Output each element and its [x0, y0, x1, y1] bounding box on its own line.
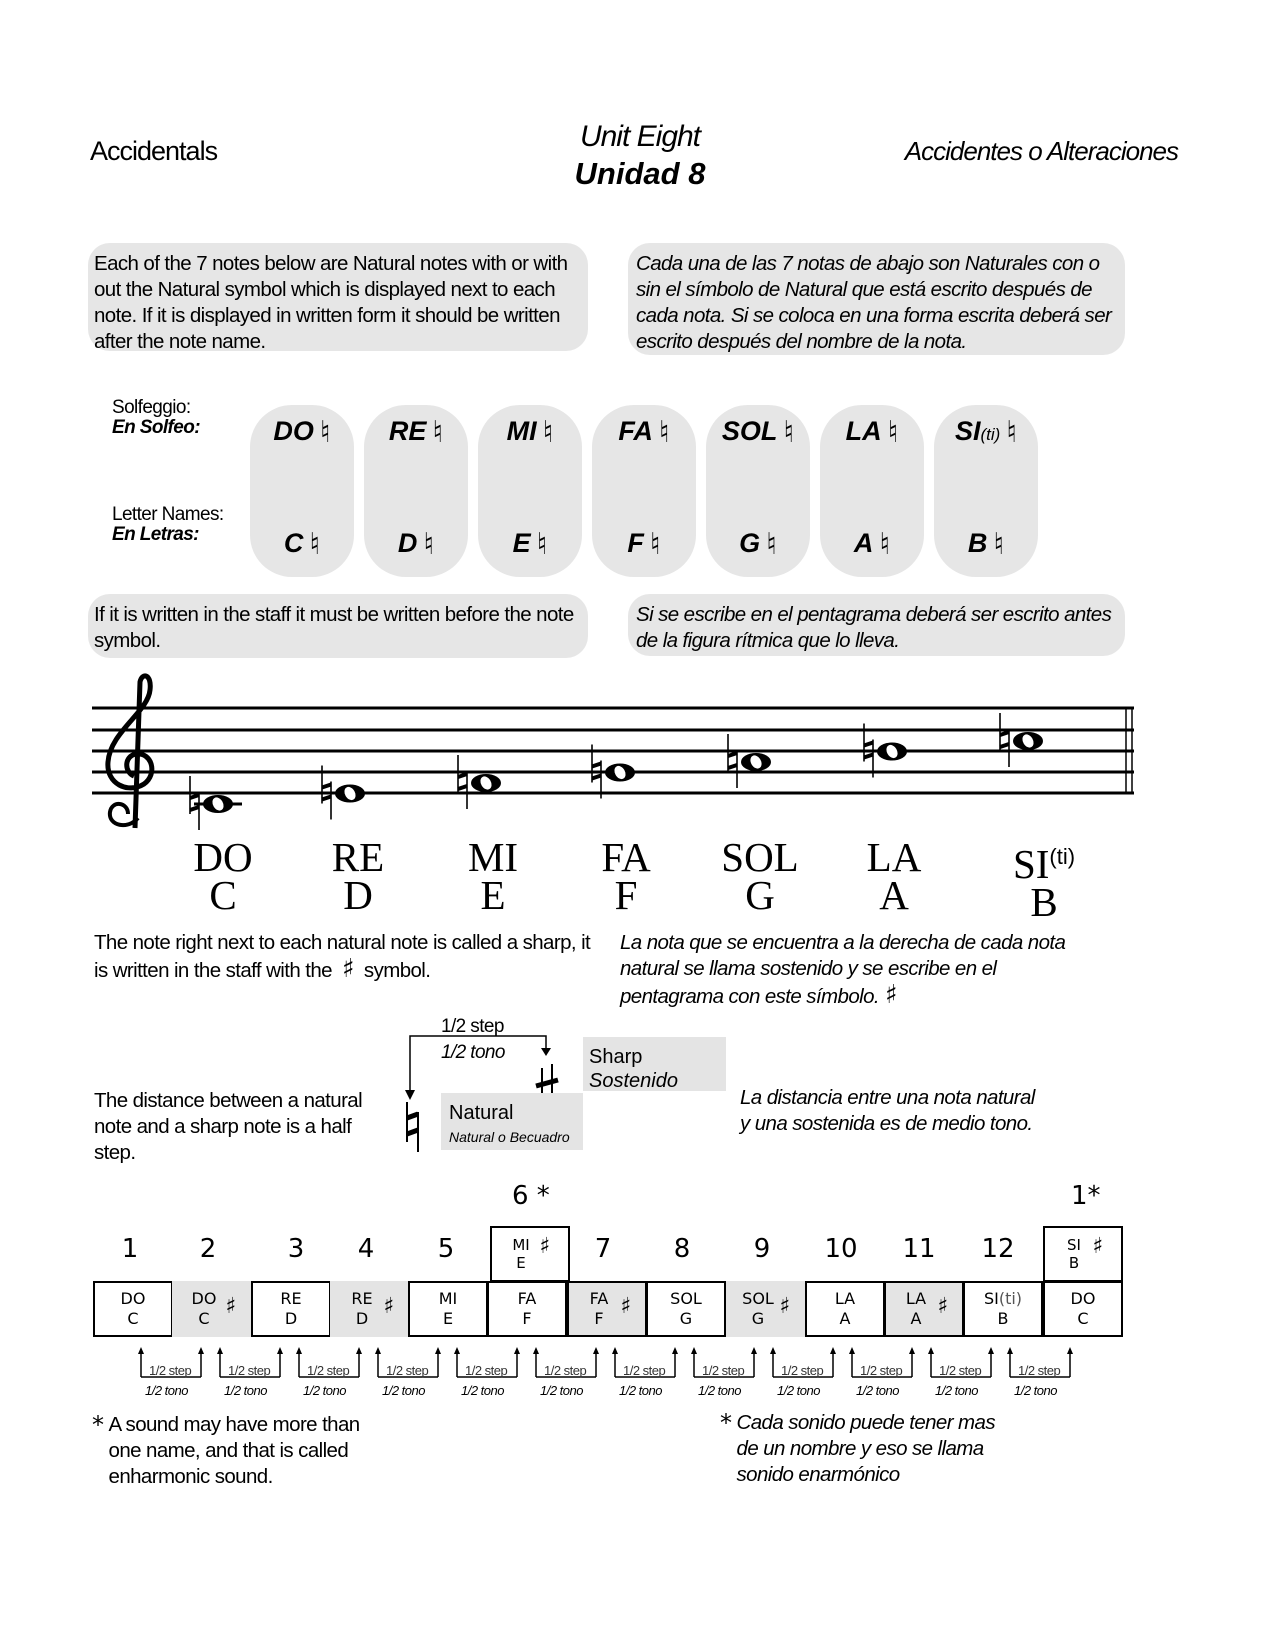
staff-label-solfege: [423, 834, 563, 880]
half-tono-text: 1/2 tono: [461, 1383, 504, 1398]
half-step-bracket: [611, 1347, 681, 1407]
sharp-icon: ♯: [884, 980, 897, 1010]
header-center: [490, 120, 790, 192]
staff-label-solfege: [153, 834, 293, 880]
scale-number: 9: [753, 1234, 771, 1264]
scale-number: 8: [673, 1234, 691, 1264]
chromatic-cell: [567, 1281, 647, 1337]
staff-label-solfege: [974, 838, 1114, 887]
cell-solfege: [253, 1289, 329, 1309]
cell-solfege: [886, 1289, 962, 1309]
sharp-explanation-es: [620, 930, 1100, 1010]
scale-number: 2: [199, 1234, 217, 1264]
pill-solfege: [592, 415, 696, 450]
pill-letter: [364, 527, 468, 562]
half-step-text: 1/2 step: [465, 1363, 508, 1378]
natural-icon: ♮: [649, 527, 661, 562]
cell-solfege: [965, 1289, 1041, 1309]
solfege: SOL: [670, 1289, 702, 1308]
header-right-title: Accidentes o Alteraciones: [904, 136, 1178, 166]
solfege: SOL: [721, 834, 799, 880]
natural-label-box: [441, 1093, 583, 1150]
natural-icon: ♮: [1006, 415, 1018, 450]
footnote-english-text: A sound may have more than one name, and that is called enharmonic sound.: [108, 1413, 360, 1488]
solfege: MI: [438, 1289, 458, 1308]
chromatic-cell: [172, 1281, 252, 1337]
pill-solfege: [250, 415, 354, 450]
half-tono-text: 1/2 tono: [698, 1383, 741, 1398]
staff-label-letter: D: [343, 872, 373, 918]
staff-label-letter: C: [209, 872, 237, 918]
cell-solfege: [1045, 1289, 1121, 1309]
solfege: DO: [1070, 1289, 1096, 1308]
staff-label: [556, 834, 696, 918]
enharmonic-letter: E: [516, 1254, 526, 1272]
half-step-bracket: [690, 1347, 760, 1407]
solfege: RE: [351, 1289, 373, 1308]
staff-label-solfege: [690, 834, 830, 880]
natural-icon: [458, 755, 467, 809]
letter-name: C: [283, 528, 304, 558]
solfeggio-label-es: En Solfeo:: [112, 417, 200, 438]
enharmonic-box: [1043, 1226, 1123, 1282]
chromatic-cell: [646, 1281, 726, 1337]
letter-name: E: [512, 528, 531, 558]
header-left-title: Accidentals: [90, 136, 218, 166]
half-step-text: 1/2 step: [702, 1363, 745, 1378]
note-pill: [706, 405, 810, 577]
solfege: SI: [983, 1289, 999, 1308]
cell-solfege: [648, 1289, 724, 1309]
solfege-suffix: (ti): [998, 1289, 1023, 1308]
half-tono-text: 1/2 tono: [935, 1383, 978, 1398]
sharp-label-box: [583, 1037, 726, 1091]
distance-explanation-es: La distancia entre una nota natural y una sostenida es de medio tono.: [740, 1086, 1035, 1135]
natural-icon: ♮: [309, 527, 321, 562]
scale-number-enharmonic: 1*: [1071, 1181, 1101, 1211]
half-tono-label: 1/2 tono: [441, 1042, 505, 1063]
natural-icon: ♮: [766, 527, 777, 562]
half-step-text: 1/2 step: [149, 1363, 192, 1378]
solfeggio-label: [112, 398, 200, 438]
solfege: DO: [193, 834, 253, 880]
natural-icon: ♮: [658, 415, 670, 450]
sharp-explanation-es-text: La nota que se encuentra a la derecha de cada nota natural se llama sostenido y se escribe en el pentagrama con este símbolo.: [620, 931, 1066, 1008]
solfege: DO: [120, 1289, 146, 1308]
sharp-icon: ♯: [383, 1294, 394, 1319]
pill-solfege: [706, 415, 810, 450]
enharmonic-solfege: MI: [512, 1236, 530, 1254]
half-tono-text: 1/2 tono: [619, 1383, 662, 1398]
half-step-text: 1/2 step: [307, 1363, 350, 1378]
letter-name: F: [627, 528, 644, 558]
pill-letter: [478, 527, 582, 562]
staff-label-letter: F: [614, 872, 638, 918]
cell-letter: F: [522, 1309, 532, 1328]
staff-label-solfege: [824, 834, 964, 880]
unit-title-es: Unidad 8: [574, 156, 706, 191]
solfege: SOL: [742, 1289, 774, 1308]
cell-solfege: [410, 1289, 486, 1309]
pill-solfege: [364, 415, 468, 450]
scale-number: 3: [287, 1234, 305, 1264]
solfege-name: RE: [388, 416, 427, 446]
solfege: RE: [280, 1289, 302, 1308]
scale-number: 5: [437, 1234, 455, 1264]
letter-names-label: [112, 505, 224, 545]
distance-explanation-en: The distance between a natural note and a sharp note is a half step.: [94, 1089, 363, 1164]
half-step-bracket: [295, 1347, 365, 1407]
solfege: MI: [467, 834, 519, 880]
solfege-name: SOL: [721, 416, 778, 446]
sharp-icon: ♯: [937, 1294, 948, 1319]
note-pill: [364, 405, 468, 577]
cell-letter: G: [751, 1309, 765, 1328]
cell-solfege: [489, 1289, 565, 1309]
arrow-down-icon: [405, 1090, 415, 1100]
pill-letter: [250, 527, 354, 562]
half-step-text: 1/2 step: [939, 1363, 982, 1378]
staff-label-letter: B: [1030, 879, 1058, 925]
half-tono-text: 1/2 tono: [145, 1383, 188, 1398]
half-step-text: 1/2 step: [781, 1363, 824, 1378]
half-step-label: 1/2 step: [441, 1016, 504, 1037]
half-step-text: 1/2 step: [860, 1363, 903, 1378]
note-pill: [820, 405, 924, 577]
staff-label: [974, 838, 1114, 925]
cell-letter: C: [127, 1309, 139, 1328]
cell-letter: G: [679, 1309, 693, 1328]
note-pill: [478, 405, 582, 577]
chromatic-cell: [1043, 1281, 1123, 1337]
scale-number: 4: [357, 1234, 375, 1264]
cell-solfege: [728, 1289, 804, 1309]
unit-title-en: Unit Eight: [579, 120, 701, 153]
cell-letter: C: [1077, 1309, 1089, 1328]
staff-label: [423, 834, 563, 918]
half-step-text: 1/2 step: [386, 1363, 429, 1378]
sharp-icon: ♯: [1092, 1234, 1103, 1259]
chromatic-cell: [93, 1281, 173, 1337]
pill-solfege: [478, 415, 582, 450]
cell-letter: B: [997, 1309, 1009, 1328]
cell-letter: E: [442, 1309, 454, 1328]
solfege: LA: [905, 1289, 927, 1308]
half-tono-text: 1/2 tono: [303, 1383, 346, 1398]
half-tono-text: 1/2 tono: [777, 1383, 820, 1398]
note-pill: [250, 405, 354, 577]
natural-icon: ♮: [423, 527, 435, 562]
note-pill: [592, 405, 696, 577]
solfege: LA: [834, 1289, 856, 1308]
music-staff: [88, 668, 1138, 848]
scale-number: 12: [981, 1234, 1015, 1264]
solfege: RE: [331, 834, 385, 880]
staff-label: [153, 834, 293, 918]
scale-number: 7: [594, 1234, 612, 1264]
sharp-icon: ♯: [620, 1294, 631, 1319]
half-step-text: 1/2 step: [228, 1363, 271, 1378]
half-step-bracket: [453, 1347, 523, 1407]
pill-letter: [934, 527, 1038, 562]
letter-label-es: En Letras:: [112, 524, 199, 545]
half-tono-text: 1/2 tono: [382, 1383, 425, 1398]
staff-note-spanish: Si se escribe en el pentagrama deberá ser escrito antes de la figura rítmica que lo lleva.: [628, 594, 1125, 656]
scale-number-enharmonic: 6 *: [512, 1181, 550, 1211]
solfege: SI: [1012, 841, 1050, 887]
footnote-english: [92, 1412, 392, 1490]
half-step-bracket: [137, 1347, 207, 1407]
half-step-bracket: [216, 1347, 286, 1407]
cell-solfege: [174, 1289, 250, 1309]
half-tono-text: 1/2 tono: [540, 1383, 583, 1398]
chromatic-cell: [251, 1281, 331, 1337]
half-step-bracket: [848, 1347, 918, 1407]
chromatic-cell: [487, 1281, 567, 1337]
cell-solfege: [569, 1289, 645, 1309]
half-step-bracket: [374, 1347, 444, 1407]
natural-icon: ♮: [536, 527, 548, 562]
sharp-label: Sharp: [589, 1046, 643, 1068]
chromatic-cell: [408, 1281, 488, 1337]
staff-label-solfege: [288, 834, 428, 880]
enharmonic-solfege: SI: [1067, 1236, 1081, 1254]
sharp-label-es: Sostenido: [589, 1070, 678, 1092]
natural-icon: ♮: [879, 527, 891, 562]
half-tono-text: 1/2 tono: [224, 1383, 267, 1398]
cell-letter: F: [594, 1309, 604, 1328]
note-pill: [934, 405, 1038, 577]
whole-note: [458, 755, 501, 809]
natural-icon: ♮: [783, 415, 795, 450]
solfege-name: FA: [618, 416, 653, 446]
chromatic-cell: [330, 1281, 410, 1337]
footnote-spanish-text: Cada sonido puede tener mas de un nombre y eso se llama sonido enarmónico: [736, 1411, 995, 1486]
cell-letter: D: [284, 1309, 298, 1328]
half-tono-text: 1/2 tono: [1014, 1383, 1057, 1398]
cell-solfege: [332, 1289, 408, 1309]
solfege: FA: [601, 834, 651, 880]
staff-label-letter: A: [879, 872, 909, 918]
scale-number: 10: [824, 1234, 858, 1264]
chromatic-cell: [726, 1281, 806, 1337]
pill-letter: [592, 527, 696, 562]
intro-spanish: Cada una de las 7 notas de abajo son Naturales con o sin el símbolo de Natural que está escrito después de cada nota. Si se coloca en una forma escrita deberá ser escrito después del nombre de la nota.: [628, 243, 1125, 355]
natural-label-es: Natural o Becuadro: [449, 1129, 570, 1145]
footnote-spanish: [720, 1410, 1040, 1488]
natural-icon: [1000, 713, 1009, 767]
solfege: FA: [589, 1289, 609, 1308]
cell-solfege: [95, 1289, 171, 1309]
cell-letter: C: [198, 1309, 210, 1328]
sharp-icon: ♯: [225, 1294, 236, 1319]
sharp-explanation-en: [94, 930, 594, 984]
staff-label: [690, 834, 830, 918]
solfege-name: SI: [954, 416, 981, 446]
enharmonic-letter: B: [1068, 1254, 1080, 1272]
half-step-bracket: [532, 1347, 602, 1407]
enharmonic-box: [490, 1226, 570, 1282]
letter-label-en: Letter Names:: [112, 504, 224, 525]
half-tono-text: 1/2 tono: [856, 1383, 899, 1398]
natural-icon: [407, 1102, 418, 1152]
cell-letter: A: [910, 1309, 922, 1328]
cell-solfege: [807, 1289, 883, 1309]
sharp-icon: ♯: [779, 1294, 790, 1319]
sharp-icon: ♯: [341, 954, 354, 984]
natural-icon: ♮: [319, 415, 331, 450]
letter-name: B: [967, 528, 988, 558]
chromatic-cell: [884, 1281, 964, 1337]
arrow-down-icon: [541, 1048, 551, 1056]
natural-icon: ♮: [887, 415, 899, 450]
letter-name: A: [853, 528, 874, 558]
staff-label-letter: E: [480, 872, 506, 918]
scale-number: 11: [902, 1234, 936, 1264]
natural-icon: ♮: [542, 415, 554, 450]
half-step-text: 1/2 step: [1018, 1363, 1061, 1378]
chromatic-cell: [805, 1281, 885, 1337]
intro-english: Each of the 7 notes below are Natural notes with or with out the Natural symbol which is displayed next to each note. If it is displayed in written form it should be written after the note name.: [88, 243, 588, 351]
sharp-icon: ♯: [539, 1234, 550, 1259]
natural-label: Natural: [449, 1102, 514, 1124]
chromatic-cell: [963, 1281, 1043, 1337]
solfege: LA: [866, 834, 922, 880]
asterisk-icon: *: [720, 1409, 732, 1437]
half-step-bracket: [927, 1347, 997, 1407]
half-step-text: 1/2 step: [623, 1363, 666, 1378]
staff-label: [824, 834, 964, 918]
sharp-explanation-text: The note right next to each natural note is called a sharp, it is written in the staff with the: [94, 931, 591, 982]
half-step-text: 1/2 step: [544, 1363, 587, 1378]
cell-letter: D: [355, 1309, 369, 1328]
natural-icon: ♮: [993, 527, 1005, 562]
staff-label-solfege: [556, 834, 696, 880]
letter-name: G: [739, 528, 761, 558]
solfege-name: LA: [845, 416, 882, 446]
solfege: FA: [517, 1289, 537, 1308]
solfege-name: MI: [506, 416, 537, 446]
natural-icon: [728, 734, 737, 788]
pill-letter: [820, 527, 924, 562]
staff-label-letter: G: [745, 872, 775, 918]
letter-name: D: [397, 528, 418, 558]
natural-icon: ♮: [432, 415, 444, 450]
solfeggio-label-en: Solfeggio:: [112, 397, 191, 418]
staff-note-english: If it is written in the staff it must be written before the note symbol.: [88, 594, 588, 658]
whole-note: [1000, 713, 1043, 767]
solfege: DO: [191, 1289, 217, 1308]
pill-solfege: [820, 415, 924, 450]
pill-letter: [706, 527, 810, 562]
solfege-suffix: (ti): [1049, 844, 1076, 869]
staff-label: [288, 834, 428, 918]
half-step-bracket: [769, 1347, 839, 1407]
pill-solfege: [934, 415, 1038, 450]
half-step-bracket: [1006, 1347, 1076, 1407]
solfege-name: DO: [273, 416, 314, 446]
asterisk-icon: *: [92, 1411, 104, 1439]
whole-note: [728, 734, 771, 788]
solfege-suffix: (ti): [980, 425, 1001, 444]
scale-number: 1: [121, 1234, 139, 1264]
whole-note: [190, 776, 242, 830]
sharp-explanation-end: symbol.: [363, 959, 431, 982]
cell-letter: A: [839, 1309, 851, 1328]
